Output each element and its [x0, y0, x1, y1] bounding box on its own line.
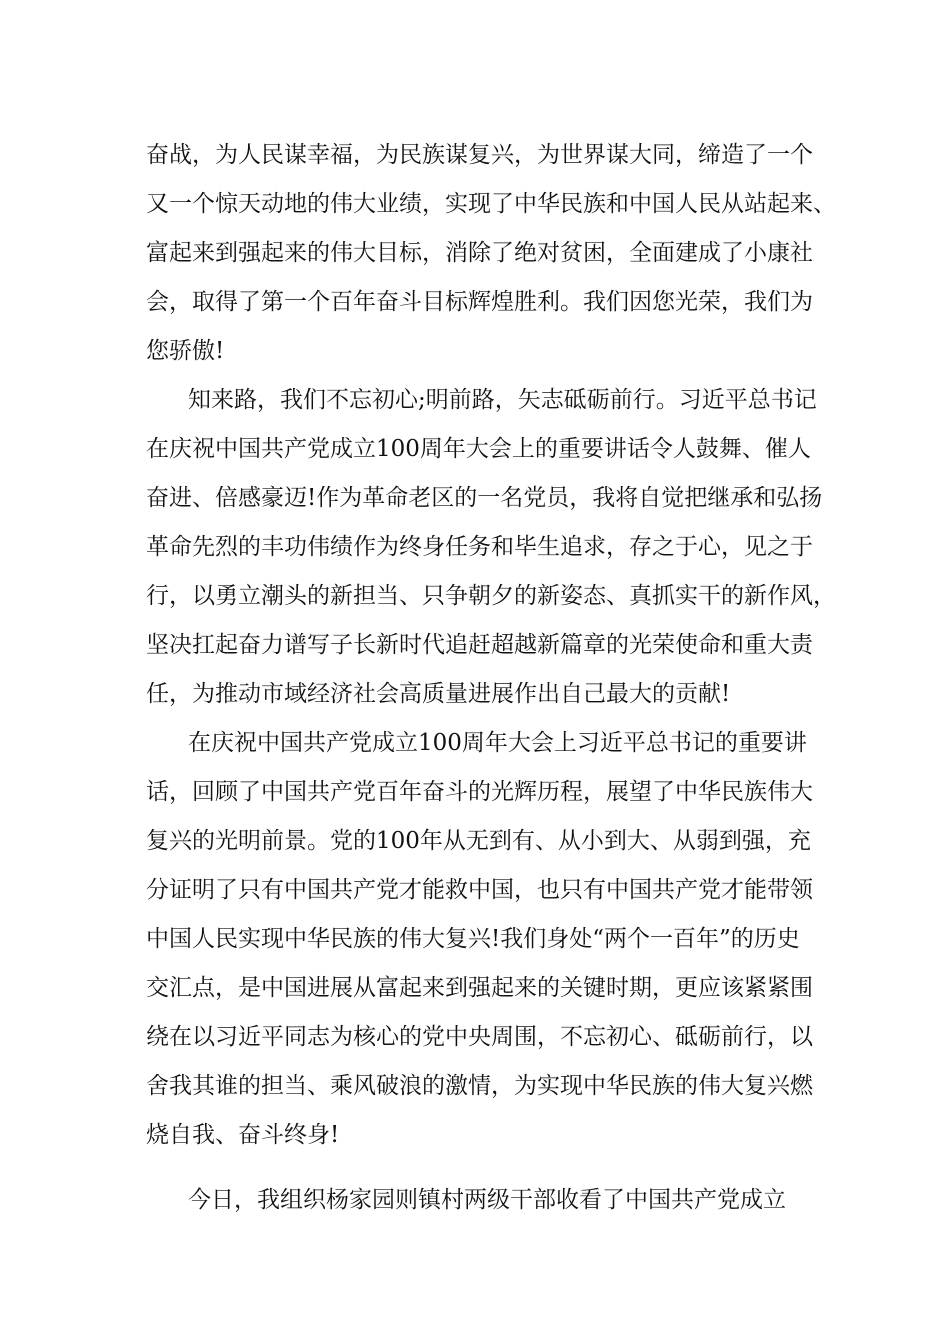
text-line: 中国人民实现中华民族的伟大复兴!我们身处“两个一百年”的历史 [146, 926, 800, 952]
text-line: 您骄傲! [146, 338, 225, 364]
text-line: 绕在以习近平同志为核心的党中央周围，不忘初心、砥砺前行，以 [146, 1024, 813, 1050]
text-line: 会，取得了第一个百年奋斗目标辉煌胜利。我们因您光荣，我们为 [146, 289, 813, 315]
paragraph-start-line: 知来路，我们不忘初心;明前路，矢志砥砺前行。习近平总书记 [188, 387, 817, 413]
text-line: 话，回顾了中国共产党百年奋斗的光辉历程，展望了中华民族伟大 [146, 779, 813, 805]
text-line: 富起来到强起来的伟大目标，消除了绝对贫困，全面建成了小康社 [146, 240, 813, 266]
text-line: 复兴的光明前景。党的100年从无到有、从小到大、从弱到强，充 [146, 828, 811, 854]
text-line: 在庆祝中国共产党成立100周年大会上的重要讲话令人鼓舞、催人 [146, 436, 811, 462]
text-line: 坚决扛起奋力谱写子长新时代追赶超越新篇章的光荣使命和重大责 [146, 632, 813, 658]
text-line: 任，为推动市域经济社会高质量进展作出自己最大的贡献! [146, 681, 731, 707]
paragraph-start-line: 在庆祝中国共产党成立100周年大会上习近平总书记的重要讲 [188, 730, 807, 756]
paragraph-start-line: 今日，我组织杨家园则镇村两级干部收看了中国共产党成立 [188, 1187, 786, 1213]
text-line: 革命先烈的丰功伟绩作为终身任务和毕生追求，存之于心，见之于 [146, 534, 813, 560]
text-line: 奋进、倍感豪迈!作为革命老区的一名党员，我将自觉把继承和弘扬 [146, 485, 823, 511]
text-line: 分证明了只有中国共产党才能救中国，也只有中国共产党才能带领 [146, 877, 813, 903]
text-line: 交汇点，是中国进展从富起来到强起来的关键时期，更应该紧紧围 [146, 975, 813, 1001]
text-line: 又一个惊天动地的伟大业绩，实现了中华民族和中国人民从站起来、 [146, 191, 836, 217]
text-line: 奋战，为人民谋幸福，为民族谋复兴，为世界谋大同，缔造了一个 [146, 142, 813, 168]
text-line: 舍我其谁的担当、乘风破浪的激情，为实现中华民族的伟大复兴燃 [146, 1073, 813, 1099]
text-line: 烧自我、奋斗终身! [146, 1122, 340, 1148]
text-line: 行，以勇立潮头的新担当、只争朝夕的新姿态、真抓实干的新作风， [146, 583, 836, 609]
